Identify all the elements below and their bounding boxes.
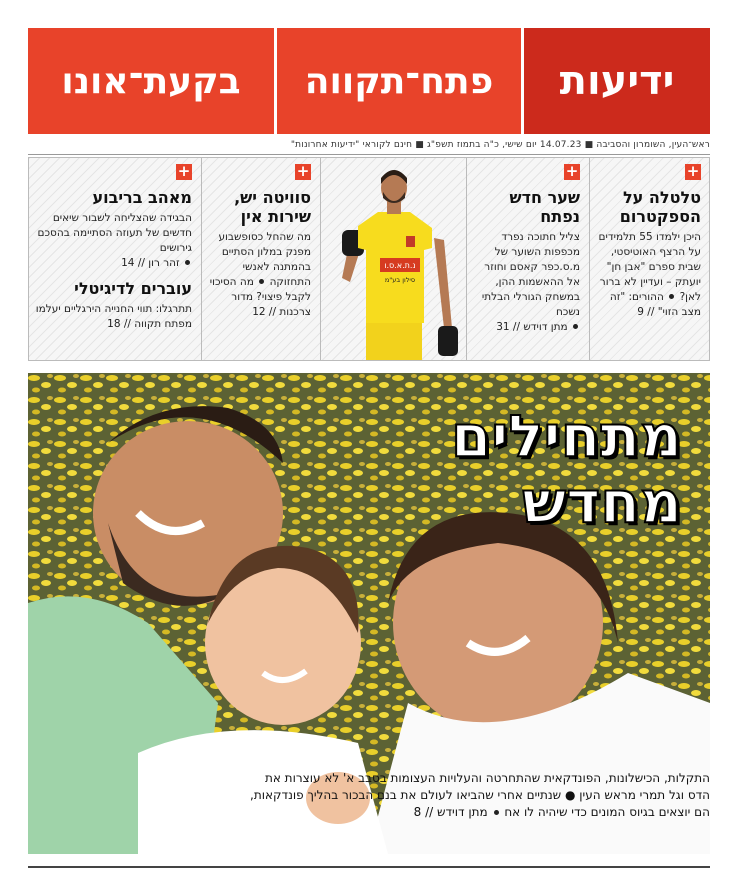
plus-icon: +: [565, 162, 579, 180]
plus-icon: +: [686, 162, 700, 180]
goalkeeper-illustration: [320, 158, 465, 360]
masthead: [28, 28, 710, 134]
plus-icon: +: [177, 162, 191, 180]
teaser-hotel-suite[interactable]: [201, 158, 319, 360]
teaser-byline: מתן דוידש // 31: [473, 320, 580, 335]
bullet-icon: [669, 294, 674, 299]
teaser-new-goal[interactable]: [466, 158, 588, 360]
teaser-body: הבגידה שהצליחה לשבור שיאים חדשים של תעוזה הסתיימה בהסכם גירושים: [37, 212, 192, 254]
teaser-affair[interactable]: [28, 158, 200, 360]
plus-icon: +: [296, 162, 310, 180]
teaser-strip: [28, 157, 710, 361]
teaser-title: סוויטה יש, שירות אין: [234, 188, 311, 226]
jersey-sub-text: סילון בע"מ: [384, 276, 416, 284]
teaser-title: מאהב בריבוע: [92, 188, 192, 207]
teaser-body: צליל חתוכה נפרד מכפפות השוער של מ.ס.כפר קאסם וחוזר אל ההאשמות ההן, במשחק הגורלי הבלתי נשכח: [481, 231, 580, 318]
dateline: ראש־העין, השומרון והסביבה ■ 14.07.23 יום שישי, כ"ה בתמוז תשפ"ג ■ חינם לקוראי "ידיעות אחרונות": [290, 140, 710, 150]
teaser-title: טלטלה על הספקטרום: [619, 188, 701, 226]
brand-logo[interactable]: ידיעות: [524, 28, 710, 134]
edition-petah-tikva: פתח־תקווה: [277, 28, 521, 134]
bullet-icon: [259, 279, 264, 284]
jersey-sponsor-text: נ.ת.א.ס.ו: [384, 261, 416, 270]
teaser-body-2: תתרגלו: תווי החנייה הירגליים יעלמו: [35, 303, 192, 315]
bullet-icon: [185, 260, 190, 265]
teaser-byline-2: מפתח תקווה // 18: [107, 318, 192, 330]
teaser-body: מה שהחל כסופשבוע מפנק במלון הסתיים בהמתנה לאנשי התחזוקה מה הסיכוי לקבל פיצוי? מדור צרכנות // 12: [209, 231, 311, 318]
hero-caption: התקלות, הכישלונות, הפונדקאית שהתחרטה והעלויות העצומות בסבב א' לא עוצרות את הדס וגל תמרי מראש העין ● שנתיים אחרי שהביאו לעולם את בנם הבכור בהליך פונדקאות, הם יוצאים בגיוס המונים כדי שיהיה לו אח מתן דוידש // 8: [250, 771, 710, 819]
teaser-body: היכן ילמדו 55 תלמידים על הרצף האוטיסטי, שבית ספרם "אבן חן" יועתק – ועדיין לא ברור לאן? ההורים: "זה מצב הזוי" // 9: [598, 231, 701, 318]
divider: [28, 154, 710, 155]
club-crest-icon: [406, 236, 415, 247]
shorts-shape: [366, 318, 422, 360]
goalkeeper-photo: [320, 158, 465, 360]
teaser-title: שער חדש נפתח: [509, 188, 580, 226]
glove-icon: [438, 326, 458, 356]
edition-bikat-ono: בקעת־אונו: [28, 28, 274, 134]
teaser-title-2[interactable]: עוברים לדיגיטלי: [74, 279, 192, 298]
teaser-autism-school[interactable]: [589, 158, 709, 360]
right-arm-shape: [434, 238, 452, 328]
bullet-icon: [573, 324, 578, 329]
main-headline[interactable]: מתחילים מחדש: [450, 402, 682, 536]
bullet-icon: [494, 810, 499, 815]
teaser-byline: זהר רון // 14: [34, 256, 192, 271]
bottom-divider: [28, 866, 710, 868]
